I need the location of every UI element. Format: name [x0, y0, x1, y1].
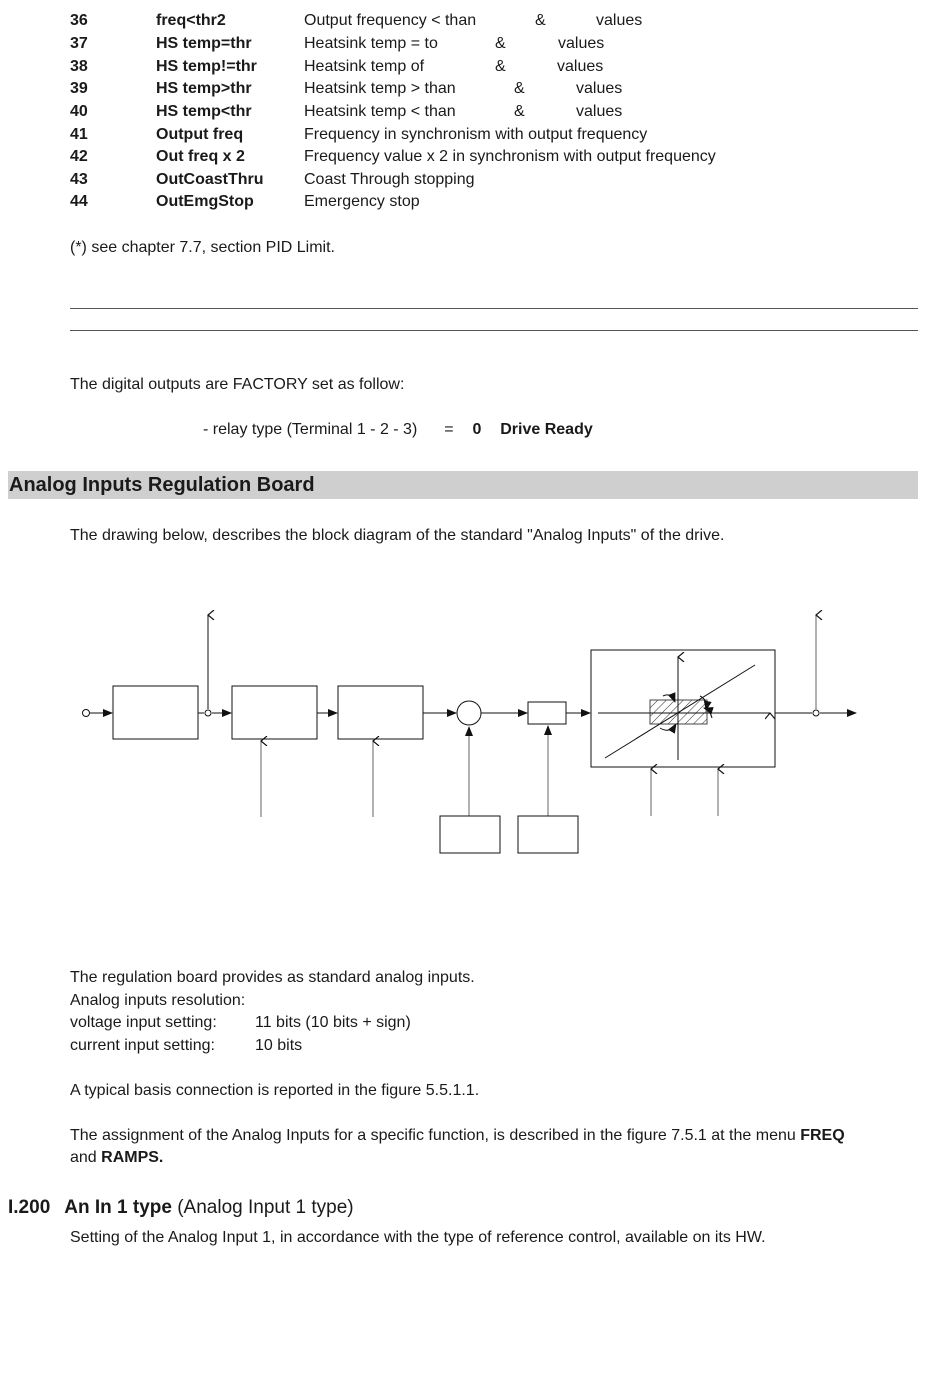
row-name: HS temp>thr: [156, 80, 252, 97]
junction-output: [813, 710, 819, 716]
row-number: 43: [70, 171, 88, 188]
row-ampersand: &: [495, 35, 506, 52]
row-name: HS temp!=thr: [156, 58, 257, 75]
row-description: Heatsink temp > than: [304, 80, 456, 97]
row-name: HS temp<thr: [156, 103, 252, 120]
block-tune: [440, 816, 500, 853]
body-p3: A typical basis connection is reported in the figure 5.5.1.1.: [70, 1082, 480, 1099]
row-ampersand: &: [535, 12, 546, 29]
factory-relay-equals: =: [444, 421, 454, 438]
body-p4-freq: FREQ: [800, 1127, 845, 1144]
row-number: 40: [70, 103, 88, 120]
row-description: Emergency stop: [304, 193, 420, 210]
row-values: values: [576, 103, 623, 120]
row-description: Frequency in synchronism with output frequency: [304, 126, 648, 143]
row-description: Heatsink temp of: [304, 58, 425, 75]
row-values: values: [596, 12, 643, 29]
row-description: Coast Through stopping: [304, 171, 475, 188]
row-description: Output frequency < than: [304, 12, 477, 29]
param-name: An In 1 type: [64, 1197, 172, 1218]
row-name: OutCoastThru: [156, 171, 264, 188]
factory-relay-prefix: - relay type (Terminal 1 - 2 - 3): [203, 421, 418, 438]
row-number: 44: [70, 193, 88, 210]
body-p4-ramps: RAMPS.: [101, 1149, 164, 1166]
row-number: 41: [70, 126, 88, 143]
body-p4-line1: [70, 1127, 845, 1145]
row-ampersand: &: [495, 58, 506, 75]
param-text: Setting of the Analog Input 1, in accordance with the type of reference control, available on its HW.: [70, 1229, 766, 1246]
row-values: values: [557, 58, 604, 75]
body-p4-text: The assignment of the Analog Inputs for a specific function, is described in the figure 7.5.1 at the menu: [70, 1127, 801, 1144]
param-desc-paren: (Analog Input 1 type): [177, 1197, 354, 1218]
body-p2: Analog inputs resolution:: [70, 992, 246, 1009]
block-scale: [232, 686, 317, 739]
row-name: Out freq x 2: [156, 148, 245, 165]
row-name: OutEmgStop: [156, 193, 254, 210]
input-terminal: [83, 710, 90, 717]
row-number: 39: [70, 80, 88, 97]
current-value: 10 bits: [255, 1037, 303, 1054]
factory-relay-label: Drive Ready: [500, 421, 593, 438]
row-number: 38: [70, 58, 88, 75]
voltage-label: voltage input setting:: [70, 1014, 217, 1031]
row-number: 37: [70, 35, 88, 52]
body-p4-and: and: [70, 1149, 102, 1166]
row-ampersand: &: [514, 103, 525, 120]
row-description: Heatsink temp < than: [304, 103, 456, 120]
block-input-type: [113, 686, 198, 739]
block-filter: [528, 702, 566, 724]
factory-intro: The digital outputs are FACTORY set as follow:: [70, 376, 405, 393]
current-label: current input setting:: [70, 1037, 215, 1054]
row-name: HS temp=thr: [156, 35, 252, 52]
row-values: values: [576, 80, 623, 97]
junction-1: [205, 710, 211, 716]
row-ampersand: &: [514, 80, 525, 97]
footnote: (*) see chapter 7.7, section PID Limit.: [70, 239, 335, 256]
row-values: values: [558, 35, 605, 52]
body-p1: The regulation board provides as standard analog inputs.: [70, 969, 475, 986]
section-intro: The drawing below, describes the block diagram of the standard "Analog Inputs" of the drive.: [70, 527, 725, 544]
param-heading: [8, 1197, 354, 1219]
voltage-value: 11 bits (10 bits + sign): [255, 1014, 411, 1031]
row-name: freq<thr2: [156, 12, 226, 29]
factory-relay-value: 0: [472, 421, 482, 438]
row-description: Heatsink temp = to: [304, 35, 438, 52]
row-number: 36: [70, 12, 88, 29]
block-offset: [338, 686, 423, 739]
body-p4-line2: [70, 1149, 163, 1167]
section-title: Analog Inputs Regulation Board: [9, 474, 315, 496]
row-description: Frequency value x 2 in synchronism with output frequency: [304, 148, 716, 165]
row-number: 42: [70, 148, 88, 165]
summing-node: [457, 701, 481, 725]
row-name: Output freq: [156, 126, 244, 143]
block-filter-setting: [518, 816, 578, 853]
param-code: I.200: [8, 1197, 51, 1218]
